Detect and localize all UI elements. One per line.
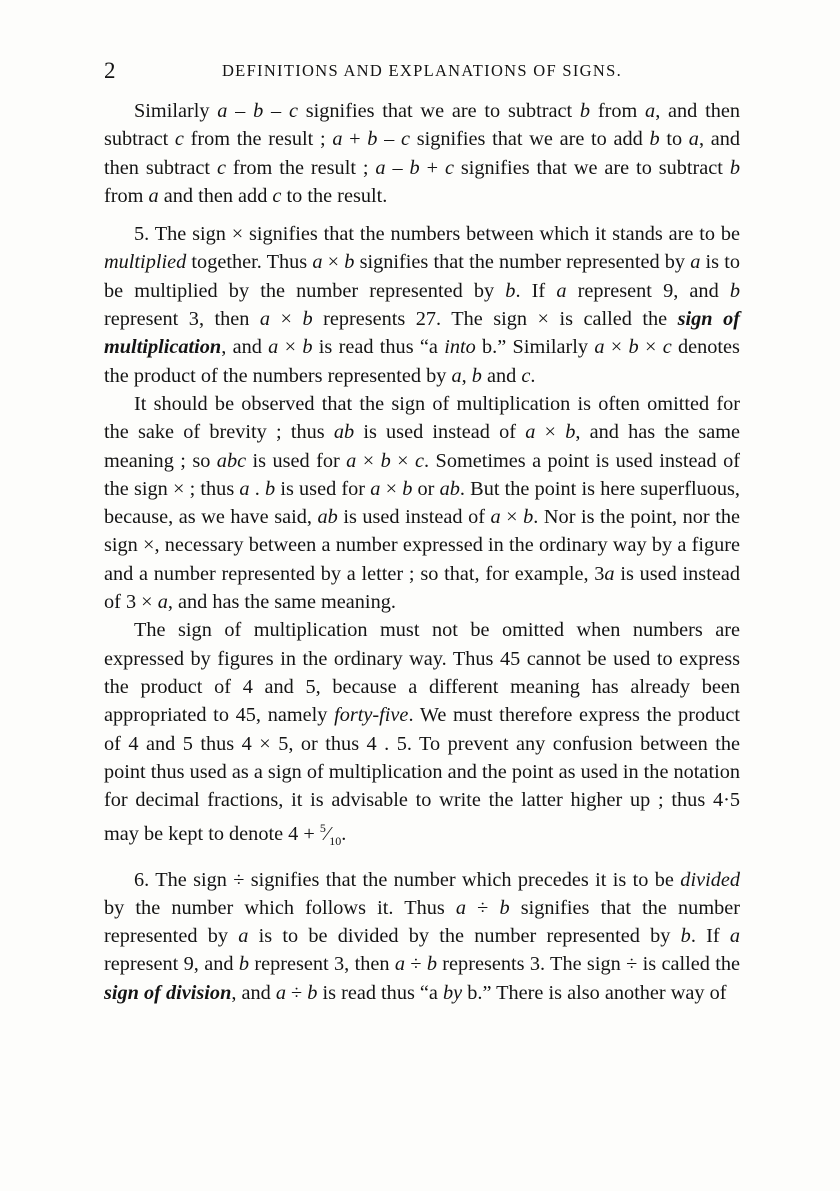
text-run: b.” Similarly xyxy=(475,336,595,359)
text-run: b xyxy=(302,308,313,331)
text-run: represent 3, then xyxy=(249,953,395,976)
text-run: b xyxy=(729,156,740,179)
text-run: b xyxy=(499,896,510,919)
text-run: from the result ; xyxy=(225,156,376,179)
text-run: The sign of multiplication must not be omitted when numbers are expressed by figures in the ordinary way. Thus 45 cannot be used to express the product of 4 and 5, because a different meaning has already been appropriated to 45, namely xyxy=(104,619,740,727)
text-run: b xyxy=(579,100,591,122)
text-run: b xyxy=(253,100,264,122)
text-run: from the result ; xyxy=(183,128,333,151)
text-run: × xyxy=(380,477,403,500)
text-run: a xyxy=(346,449,357,472)
paragraph xyxy=(104,390,740,616)
text-run: a xyxy=(451,364,462,387)
text-run: a xyxy=(375,156,386,179)
text-run: × xyxy=(390,449,416,472)
text-run: a xyxy=(525,421,536,444)
text-run: , and then subtract xyxy=(104,100,741,151)
text-run: b.” There is also another way of xyxy=(462,981,727,1004)
text-run: from xyxy=(104,184,149,207)
text-run: . Sometimes a point is used instead of the sign × ; thus xyxy=(104,449,740,500)
text-run: represent 3, then xyxy=(104,308,260,331)
text-run: c xyxy=(521,364,531,387)
text-run: a xyxy=(490,506,501,529)
text-run: divided xyxy=(680,868,740,891)
text-run: × xyxy=(500,506,524,529)
text-run: 5 xyxy=(319,821,326,836)
text-run: signifies that we are to add xyxy=(410,128,650,151)
text-run: b xyxy=(265,477,276,500)
text-run: to the result. xyxy=(281,184,388,207)
text-run: represent 9, and xyxy=(566,279,730,302)
text-run: by the number which follows it. Thus xyxy=(104,896,456,919)
text-run: c xyxy=(662,336,672,359)
text-run: b xyxy=(628,336,639,359)
text-run: , and has the same meaning ; so xyxy=(104,421,740,472)
text-run: or xyxy=(412,477,440,500)
paragraph xyxy=(104,616,740,855)
text-run: c xyxy=(174,128,184,151)
text-run: signifies that we are to subtract xyxy=(297,100,580,122)
text-run: b xyxy=(426,953,437,976)
text-run: a xyxy=(275,981,286,1004)
text-run: represents 27. The sign × is called the xyxy=(312,308,678,331)
text-run: 6. The sign ÷ signifies that the number which precedes it is to be xyxy=(134,868,681,891)
text-run: Similarly xyxy=(134,100,218,122)
text-run: is used for xyxy=(246,449,347,472)
text-run: to xyxy=(659,128,689,151)
text-run: × xyxy=(322,251,345,274)
text-run: + xyxy=(342,128,368,151)
text-run: . xyxy=(341,823,347,846)
page-number: 2 xyxy=(104,58,116,83)
text-run: ⁄ xyxy=(325,823,330,846)
text-run: a xyxy=(148,184,159,207)
text-run: a xyxy=(239,477,250,500)
text-run: a xyxy=(394,953,405,976)
text-run: b xyxy=(409,156,420,179)
text-run: c xyxy=(415,449,425,472)
text-run: – xyxy=(227,100,254,122)
text-run: from xyxy=(590,100,646,122)
text-run: 5. The sign × signifies that the numbers between which it stands are to be xyxy=(134,223,740,246)
text-run: is to be multiplied by the number represented by xyxy=(104,251,740,302)
text-run: is to be divided by the number represented by xyxy=(248,925,681,948)
paragraph xyxy=(104,220,740,390)
text-run: . If xyxy=(515,279,557,302)
text-run: a xyxy=(688,128,699,151)
text-run: a xyxy=(259,308,271,331)
text-run: b xyxy=(729,279,740,302)
text-run: b xyxy=(505,279,516,302)
text-run: 10 xyxy=(329,834,342,849)
text-run: b xyxy=(680,925,691,948)
text-run: b xyxy=(344,251,355,274)
text-run: and xyxy=(481,364,522,387)
text-run: c xyxy=(216,156,226,179)
text-run: a xyxy=(729,925,740,948)
text-run: denotes the product of the numbers represented by xyxy=(104,336,740,387)
text-run: represent 9, and xyxy=(104,953,239,976)
text-run: a xyxy=(556,279,567,302)
text-run: a xyxy=(332,128,343,151)
text-run: is used instead of 3 × xyxy=(104,562,740,614)
text-run: , and xyxy=(231,981,276,1004)
text-run: is read thus “a xyxy=(312,336,445,359)
text-run: ÷ xyxy=(285,981,308,1004)
text-run: is used for xyxy=(275,477,371,500)
text-run: – xyxy=(385,156,410,179)
page-header xyxy=(104,58,740,86)
text-run: a xyxy=(268,336,279,359)
text-run: × xyxy=(638,336,663,359)
text-run: b xyxy=(402,477,413,500)
text-run: signifies that the number represented by xyxy=(104,896,740,948)
text-run: by xyxy=(443,981,463,1004)
text-run: sign of division xyxy=(104,981,232,1004)
text-run: a xyxy=(238,925,249,948)
text-run: b xyxy=(565,421,576,444)
paragraph xyxy=(104,866,740,1007)
text-run: + xyxy=(419,156,445,179)
text-run: , and xyxy=(221,336,269,359)
text-run: ab xyxy=(317,506,338,529)
text-run: c xyxy=(444,156,454,179)
text-run: a xyxy=(604,562,615,585)
running-title: DEFINITIONS AND EXPLANATIONS OF SIGNS. xyxy=(221,61,623,80)
text-run: . We must therefore express the product of 4 and 5 thus 4 × 5, or thus 4 . 5. To prevent any confusion between the point thus used as a sign of multiplication and the point as used in the notation for decimal fractions, it is advisable to write the latter higher up ; thus 4·5 may be kept to denote 4 + xyxy=(104,704,741,846)
text-run: × xyxy=(270,308,303,331)
text-run: – xyxy=(377,128,401,151)
text-run: b xyxy=(380,449,391,472)
text-run: ab xyxy=(439,477,460,500)
text-run: a xyxy=(312,251,323,274)
text-run: a xyxy=(594,336,605,359)
text-run: b xyxy=(238,953,249,976)
text-run: b xyxy=(302,336,313,359)
text-run: × xyxy=(604,336,629,359)
text-run: and then add xyxy=(158,184,273,207)
text-run: , xyxy=(461,364,472,387)
body-text xyxy=(104,97,740,1007)
text-run: . Nor is the point, nor the sign ×, necessary between a number expressed in the ordinary way by a figure and a number represented by a letter ; so that, for example, 3 xyxy=(104,506,740,585)
text-run: b xyxy=(367,128,378,151)
text-run: abc xyxy=(216,449,247,472)
text-run: c xyxy=(272,184,282,207)
text-run: is used instead of xyxy=(354,421,526,444)
text-run: , and then subtract xyxy=(104,128,740,179)
text-run: ÷ xyxy=(466,896,500,919)
text-run: ÷ xyxy=(404,953,427,976)
text-run: signifies that the number represented by xyxy=(354,251,691,274)
text-run: sign of multiplication xyxy=(104,308,740,359)
text-run: – xyxy=(263,100,289,122)
text-run: × xyxy=(278,336,303,359)
text-run: is read thus “a xyxy=(317,981,443,1004)
text-run: forty-five xyxy=(334,704,409,727)
text-run: represents 3. The sign ÷ is called the xyxy=(436,953,740,976)
text-run: b xyxy=(307,981,318,1004)
text-run: a xyxy=(157,591,168,614)
text-run: . xyxy=(530,364,536,387)
text-run: . xyxy=(249,477,265,500)
text-run: × xyxy=(356,449,381,472)
text-run: . But the point is here superfluous, because, as we have said, xyxy=(104,477,740,529)
text-run: is used instead of xyxy=(337,506,491,529)
text-run: , and has the same meaning. xyxy=(167,591,396,614)
text-run: b xyxy=(649,128,660,151)
text-run: It should be observed that the sign of multiplication is often omitted for the sake of brevity ; thus xyxy=(104,392,740,444)
text-run: together. Thus xyxy=(186,251,313,274)
text-run: b xyxy=(471,364,482,387)
text-run: b xyxy=(523,506,534,529)
text-run: . If xyxy=(690,925,730,948)
text-run: × xyxy=(535,421,566,444)
text-run: a xyxy=(455,896,467,919)
text-run: c xyxy=(288,100,298,122)
text-run: a xyxy=(645,100,656,122)
text-run: ab xyxy=(333,421,355,444)
text-run: c xyxy=(400,128,410,151)
text-run: signifies that we are to subtract xyxy=(453,156,730,179)
text-run: into xyxy=(444,336,476,359)
paragraph xyxy=(104,97,740,210)
text-run: a xyxy=(217,100,228,122)
text-run: multiplied xyxy=(104,251,187,274)
text-run: a xyxy=(370,477,381,500)
text-run: a xyxy=(690,251,701,274)
